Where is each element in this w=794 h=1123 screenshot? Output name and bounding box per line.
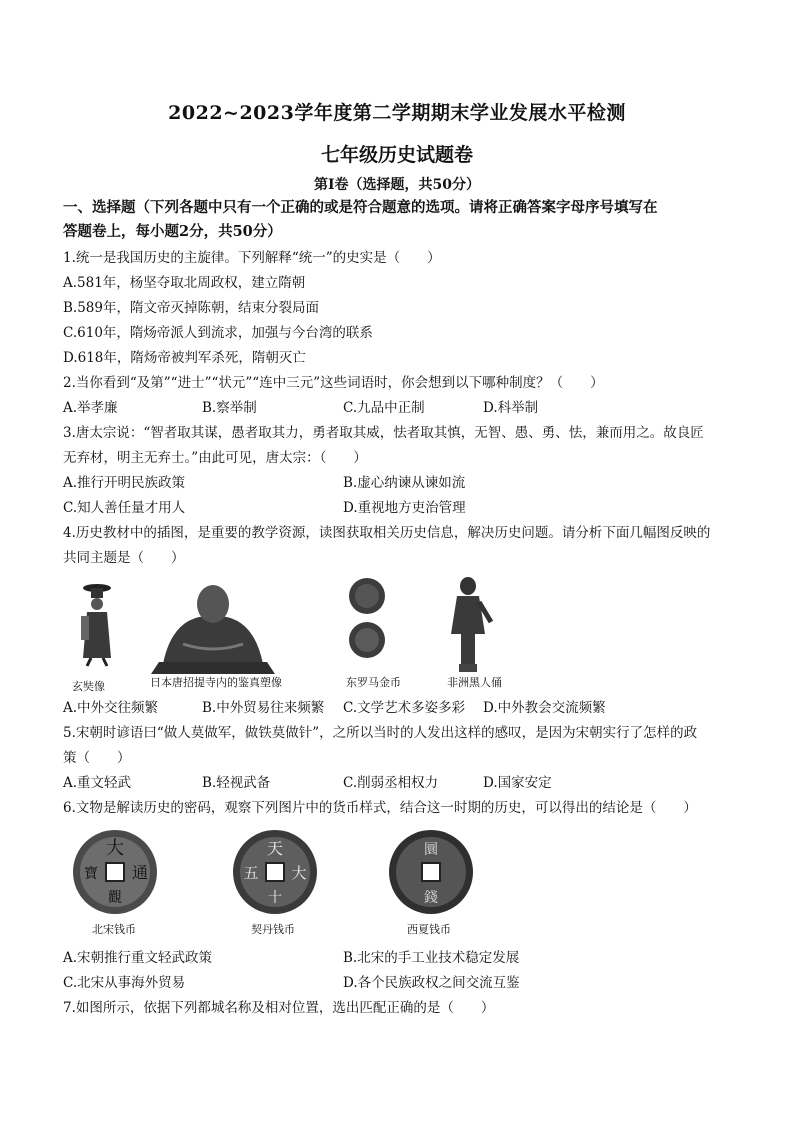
q2-option-a: A.举孝廉: [63, 400, 118, 416]
jianzhen-statue: [151, 585, 275, 674]
q5-option-a: A.重文轻武: [63, 775, 132, 791]
coin-char: 大: [106, 838, 124, 859]
q4-stem-line2: 共同主题是（ ）: [63, 550, 185, 566]
q6-stem: 6.文物是解读历史的密码，观察下列图片中的货币样式，结合这一时期的历史，可以得出的结论是（ ）: [63, 800, 697, 816]
african-figurine: [451, 577, 491, 672]
q7-stem: 7.如图所示，依据下列都城名称及相对位置，选出匹配正确的是（ ）: [63, 1000, 495, 1016]
section-heading-line2: 答题卷上，每小题2分，共50分）: [63, 223, 282, 240]
q4-option-c: C.文学艺术多姿多彩: [343, 700, 466, 716]
q5-option-c: C.削弱丞相权力: [343, 775, 439, 791]
q4-caption-3: 东罗马金币: [346, 676, 401, 689]
q1-option-d: D.618年，隋炀帝被判军杀死，隋朝灭亡: [63, 350, 306, 366]
q1-option-c: C.610年，隋炀帝派人到流求，加强与今台湾的联系: [63, 325, 373, 341]
q2-stem: 2.当你看到“及第”“进士”“状元”“连中三元”这些词语时，你会想到以下哪种制度？（ ）: [63, 375, 604, 391]
q6-option-a: A.宋朝推行重文轻武政策: [63, 950, 213, 966]
q5-stem-line1: 5.宋朝时谚语曰“做人莫做军，做铁莫做针”，之所以当时的人发出这样的感叹，是因为宋朝实行了怎样的政: [63, 725, 698, 741]
q6-option-d: D.各个民族政权之间交流互鉴: [343, 975, 520, 991]
q4-option-d: D.中外教会交流频繁: [483, 700, 606, 716]
coin-char: 圜: [424, 842, 438, 858]
coin-char: 天: [266, 839, 284, 858]
q2-option-d: D.科举制: [483, 400, 539, 416]
q4-caption-4: 非洲黑人俑: [447, 676, 502, 689]
q4-option-b: B.中外贸易往来频繁: [202, 700, 325, 716]
coin-char: 錢: [424, 890, 438, 906]
q6-coin-images: [63, 826, 483, 934]
q6-caption-1: 北宋钱币: [92, 923, 136, 936]
part-heading: 第Ⅰ卷（选择题，共50分）: [313, 177, 481, 193]
q4-caption-1: 玄奘像: [72, 680, 105, 693]
western-xia-coin: [389, 830, 473, 914]
coin-char: 大: [291, 864, 307, 882]
q1-stem: 1.统一是我国历史的主旋律。下列解释“统一”的史实是（ ）: [63, 250, 441, 266]
exam-title: 2022~2023学年度第二学期期末学业发展水平检测: [168, 102, 626, 124]
section-heading-line1: 一、选择题（下列各题中只有一个正确的或是符合题意的选项。请将正确答案字母序号填写在: [63, 199, 658, 216]
q6-caption-2: 契丹钱币: [251, 923, 295, 936]
q4-caption-2: 日本唐招提寺内的鉴真塑像: [150, 676, 282, 689]
byzantine-coins: [349, 578, 385, 658]
coin-char: 五: [243, 864, 259, 882]
q3-option-b: B.虚心纳谏从谏如流: [343, 475, 466, 491]
q3-option-d: D.重视地方吏治管理: [343, 500, 466, 516]
q4-option-a: A.中外交往频繁: [63, 700, 159, 716]
q6-coins: [63, 826, 483, 934]
q5-option-b: B.轻视武备: [202, 775, 271, 791]
q1-option-a: A.581年，杨坚夺取北周政权，建立隋朝: [63, 275, 306, 291]
q3-option-a: A.推行开明民族政策: [63, 475, 186, 491]
khitan-coin: [233, 830, 317, 914]
q1-option-b: B.589年，隋文帝灭掉陈朝，结束分裂局面: [63, 300, 319, 316]
q2-option-b: B.察举制: [202, 400, 257, 416]
q3-stem-line1: 3.唐太宗说：“智者取其谋，愚者取其力，勇者取其威，怯者取其慎，无智、愚、勇、怯，兼而用之。故良匠: [63, 425, 704, 441]
q6-option-c: C.北宋从事海外贸易: [63, 975, 186, 991]
q3-stem-line2: 无弃材，明主无弃士。”由此可见，唐太宗：（ ）: [63, 450, 367, 466]
q5-option-d: D.国家安定: [483, 775, 552, 791]
coin-char: 觀: [108, 890, 122, 906]
northern-song-coin: [73, 830, 157, 914]
coin-char: 通: [131, 863, 149, 882]
q4-stem-line1: 4.历史教材中的插图，是重要的教学资源，读图获取相关历史信息，解决历史问题。请分析下面几幅图反映的: [63, 525, 711, 541]
q3-option-c: C.知人善任量才用人: [63, 500, 186, 516]
exam-subtitle: 七年级历史试题卷: [320, 144, 473, 166]
q6-caption-3: 西夏钱币: [407, 923, 451, 936]
coin-char: 十: [268, 890, 282, 906]
xuanzang-figure: [81, 584, 111, 666]
q5-stem-line2: 策（ ）: [63, 750, 131, 766]
coin-char: 寶: [84, 866, 98, 882]
q2-option-c: C.九品中正制: [343, 400, 425, 416]
q6-option-b: B.北宋的手工业技术稳定发展: [343, 950, 520, 966]
